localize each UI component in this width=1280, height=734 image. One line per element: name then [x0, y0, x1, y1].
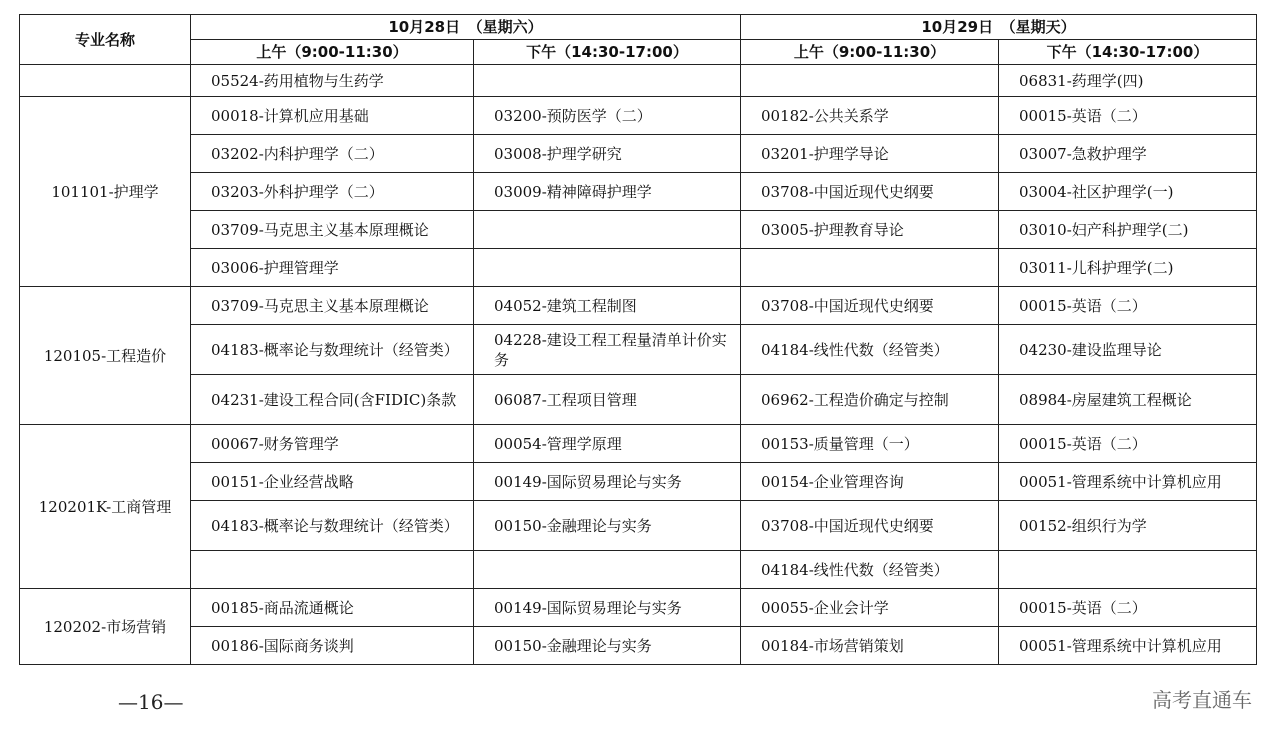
course-cell: 00153-质量管理（一） [741, 425, 999, 463]
course-cell: 03200-预防医学（二） [474, 97, 741, 135]
course-cell: 00051-管理系统中计算机应用 [999, 627, 1257, 665]
course-cell: 05524-药用植物与生药学 [191, 65, 474, 97]
course-cell: 03010-妇产科护理学(二) [999, 211, 1257, 249]
course-cell: 04230-建设监理导论 [999, 325, 1257, 375]
course-cell: 00151-企业经营战略 [191, 463, 474, 501]
day2-header: 10月29日 （星期天） [741, 15, 1257, 40]
course-cell: 03708-中国近现代史纲要 [741, 287, 999, 325]
course-cell [741, 249, 999, 287]
course-cell: 04228-建设工程工程量清单计价实务 [474, 325, 741, 375]
course-cell: 04052-建筑工程制图 [474, 287, 741, 325]
course-cell: 04183-概率论与数理统计（经管类） [191, 325, 474, 375]
course-cell: 00051-管理系统中计算机应用 [999, 463, 1257, 501]
course-cell: 03708-中国近现代史纲要 [741, 173, 999, 211]
course-cell: 03203-外科护理学（二） [191, 173, 474, 211]
major-cell: 120201K-工商管理 [20, 425, 191, 589]
course-cell: 00015-英语（二） [999, 425, 1257, 463]
course-cell: 08984-房屋建筑工程概论 [999, 375, 1257, 425]
course-cell: 03202-内科护理学（二） [191, 135, 474, 173]
major-cell: 101101-护理学 [20, 97, 191, 287]
course-cell: 03708-中国近现代史纲要 [741, 501, 999, 551]
course-cell: 03004-社区护理学(一) [999, 173, 1257, 211]
course-cell: 00054-管理学原理 [474, 425, 741, 463]
course-cell: 00015-英语（二） [999, 287, 1257, 325]
day1-header: 10月28日 （星期六） [191, 15, 741, 40]
course-cell: 00182-公共关系学 [741, 97, 999, 135]
course-cell: 00152-组织行为学 [999, 501, 1257, 551]
table-row [20, 425, 1257, 463]
course-cell: 06962-工程造价确定与控制 [741, 375, 999, 425]
course-cell [191, 551, 474, 589]
course-cell: 03007-急救护理学 [999, 135, 1257, 173]
course-cell [474, 65, 741, 97]
course-cell: 03201-护理学导论 [741, 135, 999, 173]
course-cell: 00184-市场营销策划 [741, 627, 999, 665]
course-cell: 04184-线性代数（经管类） [741, 551, 999, 589]
table-row [20, 211, 1257, 249]
table-row [20, 551, 1257, 589]
course-cell: 04183-概率论与数理统计（经管类） [191, 501, 474, 551]
day1-morning-header: 上午（9:00-11:30） [191, 40, 474, 65]
course-cell: 00018-计算机应用基础 [191, 97, 474, 135]
course-cell: 00149-国际贸易理论与实务 [474, 463, 741, 501]
table-row [20, 97, 1257, 135]
course-cell: 03008-护理学研究 [474, 135, 741, 173]
course-cell: 03009-精神障碍护理学 [474, 173, 741, 211]
course-cell: 00015-英语（二） [999, 589, 1257, 627]
table-row [20, 627, 1257, 665]
course-cell: 00015-英语（二） [999, 97, 1257, 135]
table-row [20, 287, 1257, 325]
exam-schedule-table [19, 14, 1257, 665]
course-cell: 03709-马克思主义基本原理概论 [191, 211, 474, 249]
day2-afternoon-header: 下午（14:30-17:00） [999, 40, 1257, 65]
course-cell: 06831-药理学(四) [999, 65, 1257, 97]
course-cell: 00150-金融理论与实务 [474, 627, 741, 665]
course-cell: 00150-金融理论与实务 [474, 501, 741, 551]
course-cell [474, 551, 741, 589]
day1-afternoon-header: 下午（14:30-17:00） [474, 40, 741, 65]
course-cell: 00186-国际商务谈判 [191, 627, 474, 665]
table-row [20, 463, 1257, 501]
table-row [20, 589, 1257, 627]
major-header: 专业名称 [20, 15, 191, 65]
course-cell: 00067-财务管理学 [191, 425, 474, 463]
table-row [20, 135, 1257, 173]
major-cell: 120105-工程造价 [20, 287, 191, 425]
table-row [20, 325, 1257, 375]
day2-morning-header: 上午（9:00-11:30） [741, 40, 999, 65]
course-cell [999, 551, 1257, 589]
course-cell [474, 249, 741, 287]
major-cell [20, 65, 191, 97]
page-number: —16— [118, 690, 184, 714]
course-cell: 00055-企业会计学 [741, 589, 999, 627]
watermark-text: 高考直通车 [1152, 688, 1252, 712]
table-row [20, 501, 1257, 551]
table-row [20, 65, 1257, 97]
course-cell: 03005-护理教育导论 [741, 211, 999, 249]
course-cell: 00149-国际贸易理论与实务 [474, 589, 741, 627]
course-cell: 00154-企业管理咨询 [741, 463, 999, 501]
course-cell: 03006-护理管理学 [191, 249, 474, 287]
course-cell: 03709-马克思主义基本原理概论 [191, 287, 474, 325]
course-cell [741, 65, 999, 97]
course-cell: 04231-建设工程合同(含FIDIC)条款 [191, 375, 474, 425]
major-cell: 120202-市场营销 [20, 589, 191, 665]
course-cell: 04184-线性代数（经管类） [741, 325, 999, 375]
course-cell: 03011-儿科护理学(二) [999, 249, 1257, 287]
course-cell [474, 211, 741, 249]
course-cell: 06087-工程项目管理 [474, 375, 741, 425]
table-row [20, 375, 1257, 425]
course-cell: 00185-商品流通概论 [191, 589, 474, 627]
table-row [20, 249, 1257, 287]
table-row [20, 173, 1257, 211]
